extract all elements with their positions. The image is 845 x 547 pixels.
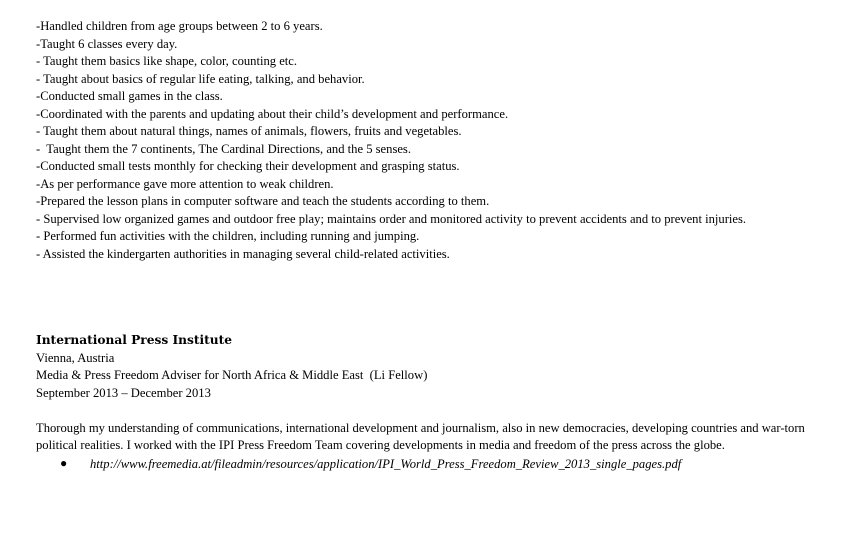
duty-item: -Conducted small tests monthly for checking their development and grasping status.: [36, 159, 460, 173]
organization-name: International Press Institute: [36, 333, 233, 347]
job-entry: [36, 332, 805, 473]
duty-item: - Taught about basics of regular life eating, talking, and behavior.: [36, 71, 365, 86]
resume-page: [36, 18, 805, 473]
duty-item: -Coordinated with the parents and updating about their child’s development and performance.: [36, 106, 509, 121]
duty-item: - Supervised low organized games and outdoor free play; maintains order and monitored activity to prevent accidents and to prevent injuries.: [36, 211, 747, 226]
duty-item: -Handled children from age groups between 2 to 6 years.: [36, 19, 323, 33]
bullet-icon: ●: [60, 455, 68, 470]
duty-item: - Taught them the 7 continents, The Cardinal Directions, and the 5 senses.: [36, 141, 411, 156]
duties-list: [36, 18, 796, 263]
duty-item: - Assisted the kindergarten authorities in managing several child-related activities.: [36, 246, 450, 261]
duty-item: - Taught them about natural things, names of animals, flowers, fruits and vegetables.: [36, 124, 462, 138]
duty-item: - Performed fun activities with the children, including running and jumping.: [36, 229, 420, 243]
job-description: Thorough my understanding of communications, international development and journalism, also in new democracies, developing countries and war-torn political realities. I worked with the IPI Press Freedom Team covering developments in media and freedom of the press across the globe.: [36, 420, 805, 452]
link-list-item: [36, 455, 800, 474]
paragraph-gap: [36, 402, 796, 420]
duty-item: -Conducted small games in the class.: [36, 89, 223, 103]
report-link[interactable]: http://www.freemedia.at/fileadmin/resources/application/IPI_World_Press_Freedom_Review_2013_single_pages.pdf: [90, 456, 682, 471]
job-location: Vienna, Austria: [36, 350, 115, 365]
duty-item: - Taught them basics like shape, color, counting etc.: [36, 54, 298, 68]
duty-item: -Taught 6 classes every day.: [36, 36, 178, 51]
section-gap: [36, 263, 796, 332]
duty-item: -As per performance gave more attention to weak children.: [36, 176, 334, 191]
job-dates: September 2013 – December 2013: [36, 385, 211, 400]
job-title: Media & Press Freedom Adviser for North Africa & Middle East (Li Fellow): [36, 368, 428, 382]
duty-item: -Prepared the lesson plans in computer software and teach the students according to them.: [36, 194, 490, 208]
